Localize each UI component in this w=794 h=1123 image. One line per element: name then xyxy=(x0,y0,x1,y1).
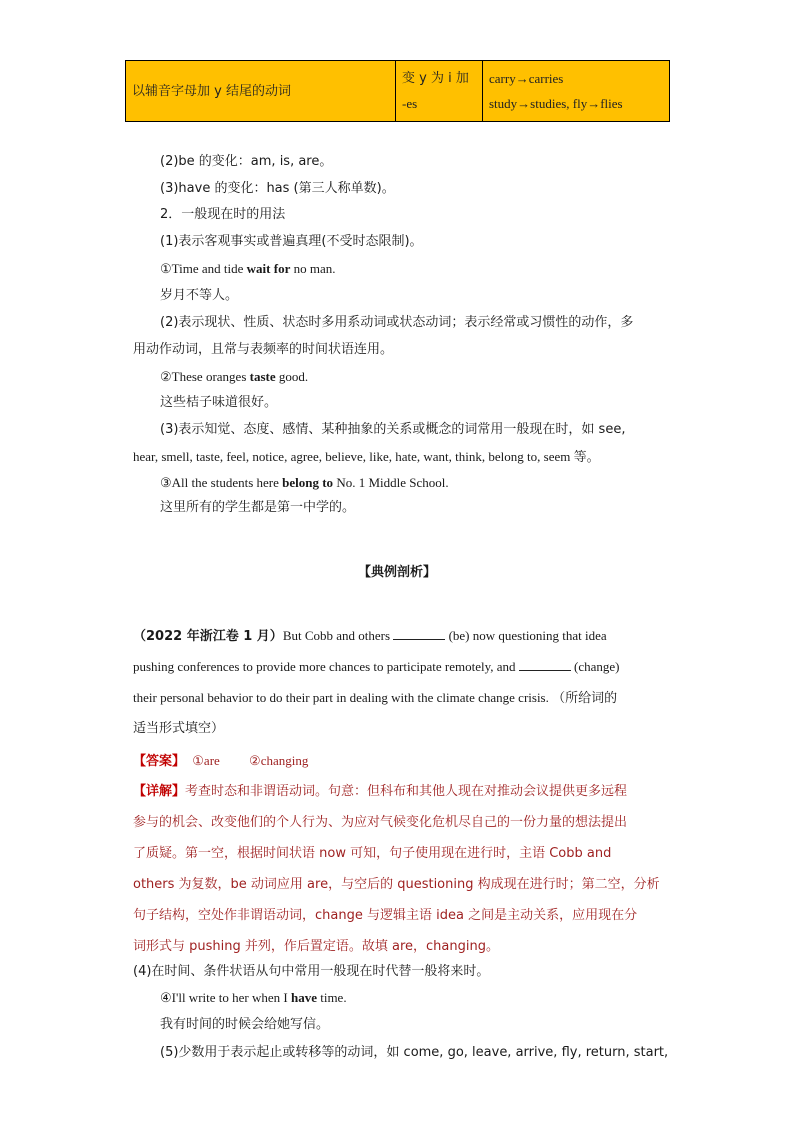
detail-line-4: others 为复数，be 动词应用 are，与空后的 questioning 构成现在进行时；第二空，分析 xyxy=(133,877,660,892)
usage-2-line-1: (2)表示现状、性质、状态时多用系动词或状态动词；表示经常或习惯性的动作，多 xyxy=(160,315,634,330)
rule-line-1: 变 y 为 i 加 xyxy=(402,71,469,86)
answer-label: 【答案】 xyxy=(133,754,186,769)
question-line-3: their personal behavior to do their part in dealing with the climate change crisis. （所给词的 xyxy=(133,690,618,705)
question-text: But Cobb and others xyxy=(282,628,394,643)
example-text: good. xyxy=(275,369,309,384)
example-number: ① xyxy=(160,261,172,276)
example-1-translation: 岁月不等人。 xyxy=(160,288,239,303)
example-number: ② xyxy=(160,369,172,384)
question-source: （2022 年浙江卷 1 月） xyxy=(133,629,283,644)
table-cell-rule xyxy=(396,61,483,122)
example-text: no man. xyxy=(290,261,336,276)
example-4 xyxy=(160,988,347,1008)
example-text: These oranges xyxy=(171,369,250,384)
answer-blank-2[interactable] xyxy=(519,657,571,671)
example-3-translation: 这里所有的学生都是第一中学的。 xyxy=(160,500,356,515)
detail-line-2: 参与的机会、改变他们的个人行为、为应对气候变化危机尽自己的一份力量的想法提出 xyxy=(133,815,628,830)
detail-line-1 xyxy=(133,782,627,802)
usage-5: (5)少数用于表示起止或转移等的动词，如 come, go, leave, arrive, fly, return, start, xyxy=(160,1045,669,1060)
example-2 xyxy=(160,367,308,387)
rule-line-2: -es xyxy=(402,96,418,111)
detail-line-6: 词形式与 pushing 并列，作后置定语。故填 are，changing。 xyxy=(133,939,499,954)
usage-3-line-2: hear, smell, taste, feel, notice, agree, believe, like, hate, want, think, belong to, seem 等。 xyxy=(133,449,600,464)
question-text: (change) xyxy=(570,659,620,674)
example-text: All the students here xyxy=(171,475,283,490)
usage-2-line-2: 用动作动词，且常与表频率的时间状语连用。 xyxy=(133,342,394,357)
example-line-2: study→studies, fly→flies xyxy=(489,96,623,111)
example-highlight: wait for xyxy=(246,261,291,276)
example-3 xyxy=(160,473,449,493)
verb-rule-table xyxy=(125,60,670,122)
example-highlight: taste xyxy=(249,369,276,384)
usage-3-line-1: (3)表示知觉、态度、感情、某种抽象的关系或概念的词常用一般现在时，如 see, xyxy=(160,422,626,437)
section-2-title: 2．一般现在时的用法 xyxy=(160,207,286,222)
example-highlight: belong to xyxy=(282,475,334,490)
question-line-2 xyxy=(133,657,619,677)
example-text: No. 1 Middle School. xyxy=(333,475,449,490)
detail-text: 考查时态和非谓语动词。句意：但科布和其他人现在对推动会议提供更多远程 xyxy=(185,784,628,799)
example-1 xyxy=(160,259,335,279)
example-analysis-heading: 【典例剖析】 xyxy=(357,565,436,580)
question-text: pushing conferences to provide more chances to participate remotely, and xyxy=(133,659,519,674)
example-2-translation: 这些桔子味道很好。 xyxy=(160,395,278,410)
example-text: time. xyxy=(316,990,347,1005)
example-text: Time and tide xyxy=(171,261,247,276)
example-line-1: carry→carries xyxy=(489,71,564,86)
example-number: ④ xyxy=(160,990,172,1005)
question-line-1 xyxy=(133,626,607,647)
example-highlight: have xyxy=(290,990,317,1005)
example-text: I'll write to her when I xyxy=(171,990,291,1005)
answer-line xyxy=(133,751,308,772)
table-cell-verb-type: 以辅音字母加 y 结尾的动词 xyxy=(126,61,396,122)
detail-line-3: 了质疑。第一空，根据时间状语 now 可知，句子使用现在进行时，主语 Cobb and xyxy=(133,846,612,861)
answer-blank-1[interactable] xyxy=(393,626,445,640)
table-row xyxy=(126,61,670,122)
detail-line-5: 句子结构，空处作非谓语动词，change 与逻辑主语 idea 之间是主动关系，应用现在分 xyxy=(133,908,638,923)
answer-1: ①are xyxy=(192,753,220,768)
detail-label: 【详解】 xyxy=(133,784,186,799)
question-line-4: 适当形式填空） xyxy=(133,721,225,736)
usage-4: (4)在时间、条件状语从句中常用一般现在时代替一般将来时。 xyxy=(133,964,490,979)
question-text: (be) now questioning that idea xyxy=(445,628,607,643)
have-changes: (3)have 的变化：has (第三人称单数)。 xyxy=(160,181,395,196)
usage-1: (1)表示客观事实或普遍真理(不受时态限制)。 xyxy=(160,234,423,249)
example-4-translation: 我有时间的时候会给她写信。 xyxy=(160,1017,330,1032)
example-number: ③ xyxy=(160,475,172,490)
table-cell-examples xyxy=(483,61,670,122)
be-changes: (2)be 的变化：am, is, are。 xyxy=(160,154,333,169)
answer-2: ②changing xyxy=(249,753,309,768)
